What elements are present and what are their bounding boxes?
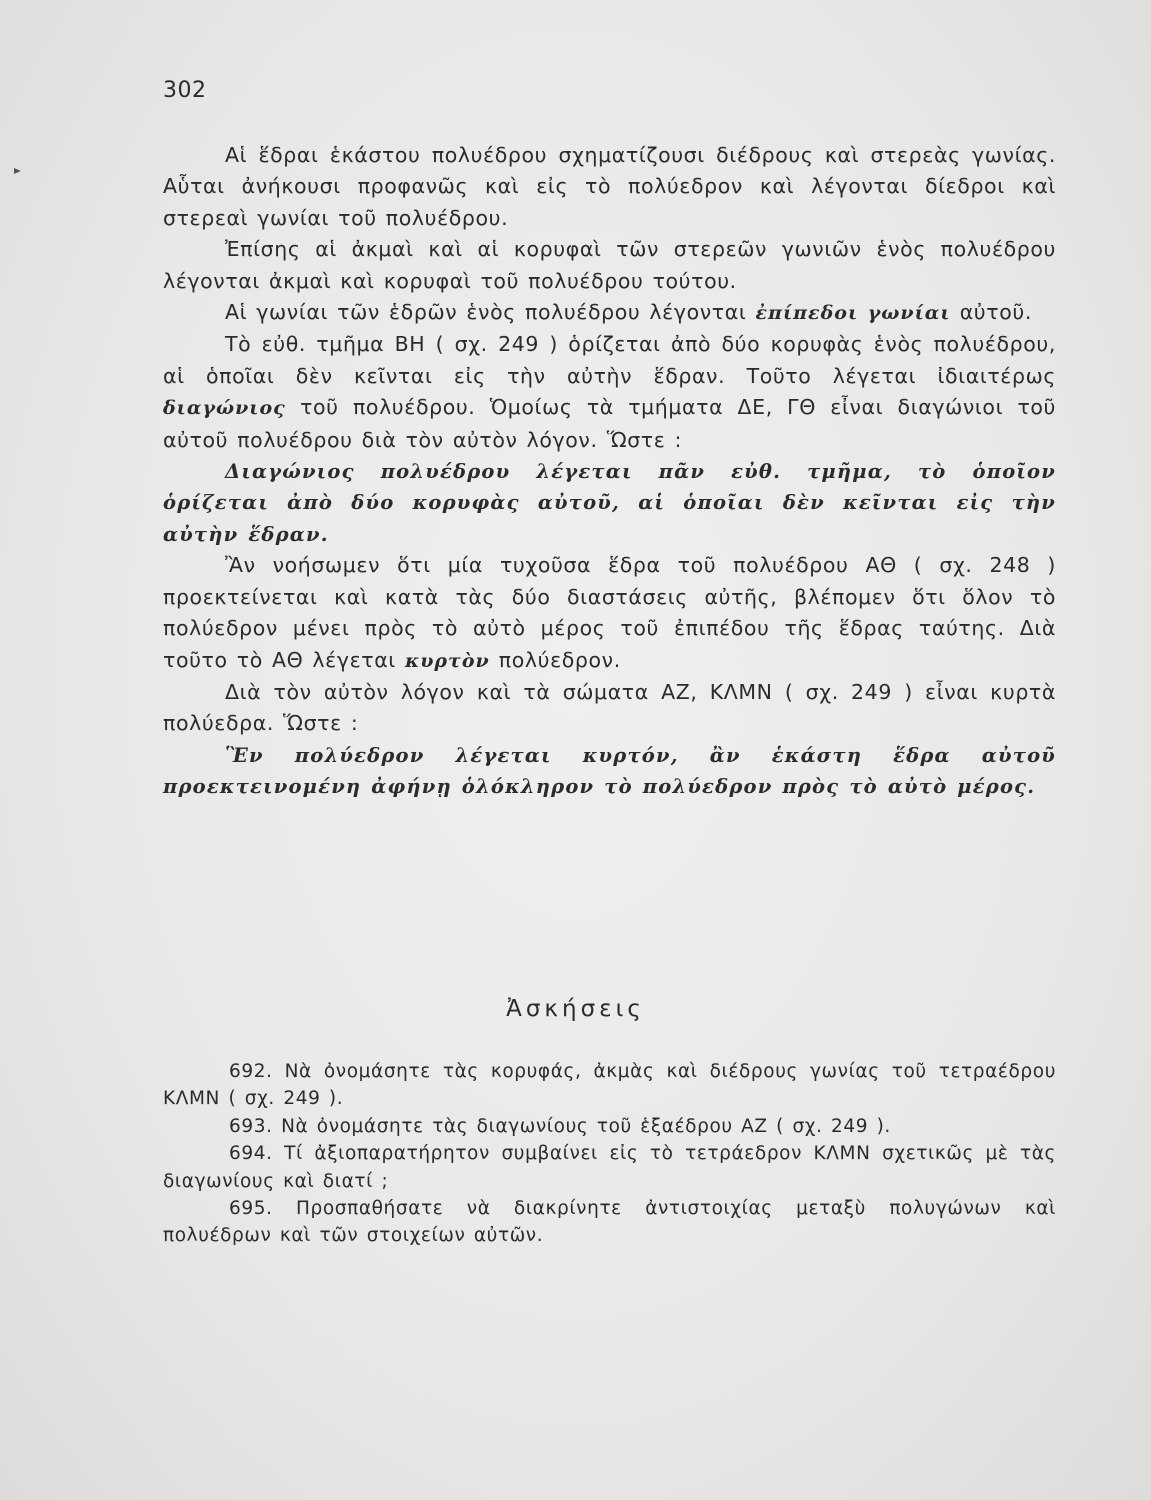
paragraph-edges-vertices: Ἐπίσης αἱ ἀκμαὶ καὶ αἱ κορυφαὶ τῶν στερεῶν γωνιῶν ἑνὸς πολυέδρου λέγονται ἀκμαὶ καὶ κορυφαὶ τοῦ πολυέδρου τούτου.	[163, 237, 1056, 293]
term-convex: κυρτὸν	[404, 649, 490, 672]
paragraph-diagonal	[163, 329, 1056, 456]
definition-diagonal: Διαγώνιος πολυέδρου λέγεται πᾶν εὐθ. τμῆμα, τὸ ὁποῖον ὁρίζεται ἀπὸ δύο κορυφὰς αὐτοῦ, αἱ ὁποῖαι δὲν κεῖνται εἰς τὴν αὐτὴν ἕδραν.	[163, 460, 1056, 546]
paragraph-text: πολύεδρον.	[489, 647, 621, 672]
paragraph-text: τοῦ πολυέδρου. Ὁμοίως τὰ τμήματα ΔΕ, ΓΘ εἶναι διαγώνιοι τοῦ αὐτοῦ πολυέδρου διὰ τὸν αὐτὸν λόγον. Ὥστε :	[163, 395, 1056, 452]
exercise-item: 694. Τί ἀξιοπαρατήρητον συμβαίνει εἰς τὸ τετράεδρον ΚΛΜΝ σχετικῶς μὲ τὰς διαγωνίους καὶ διατί ;	[163, 1143, 1056, 1192]
exercises-list	[163, 1058, 1056, 1250]
paragraph-text: Ἂν νοήσωμεν ὅτι μία τυχοῦσα ἕδρα τοῦ πολυέδρου ΑΘ ( σχ. 248 ) προεκτείνεται καὶ κατὰ τὰς δύο διαστάσεις αὐτῆς, βλέπομεν ὅτι ὅλον τὸ πολύεδρον μένει πρὸς τὸ αὐτὸ μέρος τοῦ ἐπιπέδου τῆς ἕδρας ταύτης. Διὰ τοῦτο τὸ ΑΘ λέγεται	[163, 553, 1056, 672]
page-number: 302	[163, 78, 207, 103]
paragraph-plane-angles	[163, 297, 1056, 329]
term-plane-angles: ἐπίπεδοι γωνίαι	[755, 302, 951, 325]
exercise-item: 692. Νὰ ὀνομάσητε τὰς κορυφάς, ἀκμὰς καὶ διέδρους γωνίας τοῦ τετραέδρου ΚΛΜΝ ( σχ. 249 ).	[163, 1061, 1056, 1110]
exercises-heading: Ἀσκήσεις	[506, 996, 645, 1022]
paragraph-text: αὐτοῦ.	[950, 300, 1032, 325]
paragraph-faces-angles: Αἱ ἕδραι ἑκάστου πολυέδρου σχηματίζουσι διέδρους καὶ στερεὰς γωνίας. Αὗται ἀνήκουσι προφανῶς καὶ εἰς τὸ πολύεδρον καὶ λέγονται δίεδροι καὶ στερεαὶ γωνίαι τοῦ πολυέδρου.	[163, 143, 1056, 230]
exercise-item: 695. Προσπαθήσατε νὰ διακρίνητε ἀντιστοιχίας μεταξὺ πολυγώνων καὶ πολυέδρων καὶ τῶν στοιχείων αὐτῶν.	[163, 1198, 1056, 1247]
scan-artifact-mark	[14, 168, 21, 174]
term-diagonal: διαγώνιος	[163, 397, 286, 420]
exercise-item: 693. Νὰ ὀνομάσητε τὰς διαγωνίους τοῦ ἑξαέδρου ΑΖ ( σχ. 249 ).	[229, 1115, 891, 1137]
body-text	[163, 140, 1056, 803]
paragraph-text: Τὸ εὐθ. τμῆμα ΒΗ ( σχ. 249 ) ὁρίζεται ἀπὸ δύο κορυφὰς ἑνὸς πολυέδρου, αἱ ὁποῖαι δὲν κεῖνται εἰς τὴν αὐτὴν ἕδραν. Τοῦτο λέγεται ἰδιαιτέρως	[163, 332, 1056, 388]
definition-convex: Ἓν πολύεδρον λέγεται κυρτόν, ἂν ἑκάστη ἕδρα αὐτοῦ προεκτεινομένη ἀφήνῃ ὁλόκληρον τὸ πολύεδρον πρὸς τὸ αὐτὸ μέρος.	[163, 743, 1056, 799]
paragraph-text: Αἱ γωνίαι τῶν ἑδρῶν ἑνὸς πολυέδρου λέγονται	[225, 300, 756, 325]
paragraph-convex	[163, 550, 1056, 677]
paragraph-convex-bodies: Διὰ τὸν αὐτὸν λόγον καὶ τὰ σώματα ΑΖ, ΚΛΜΝ ( σχ. 249 ) εἶναι κυρτὰ πολύεδρα. Ὥστε :	[163, 679, 1056, 736]
